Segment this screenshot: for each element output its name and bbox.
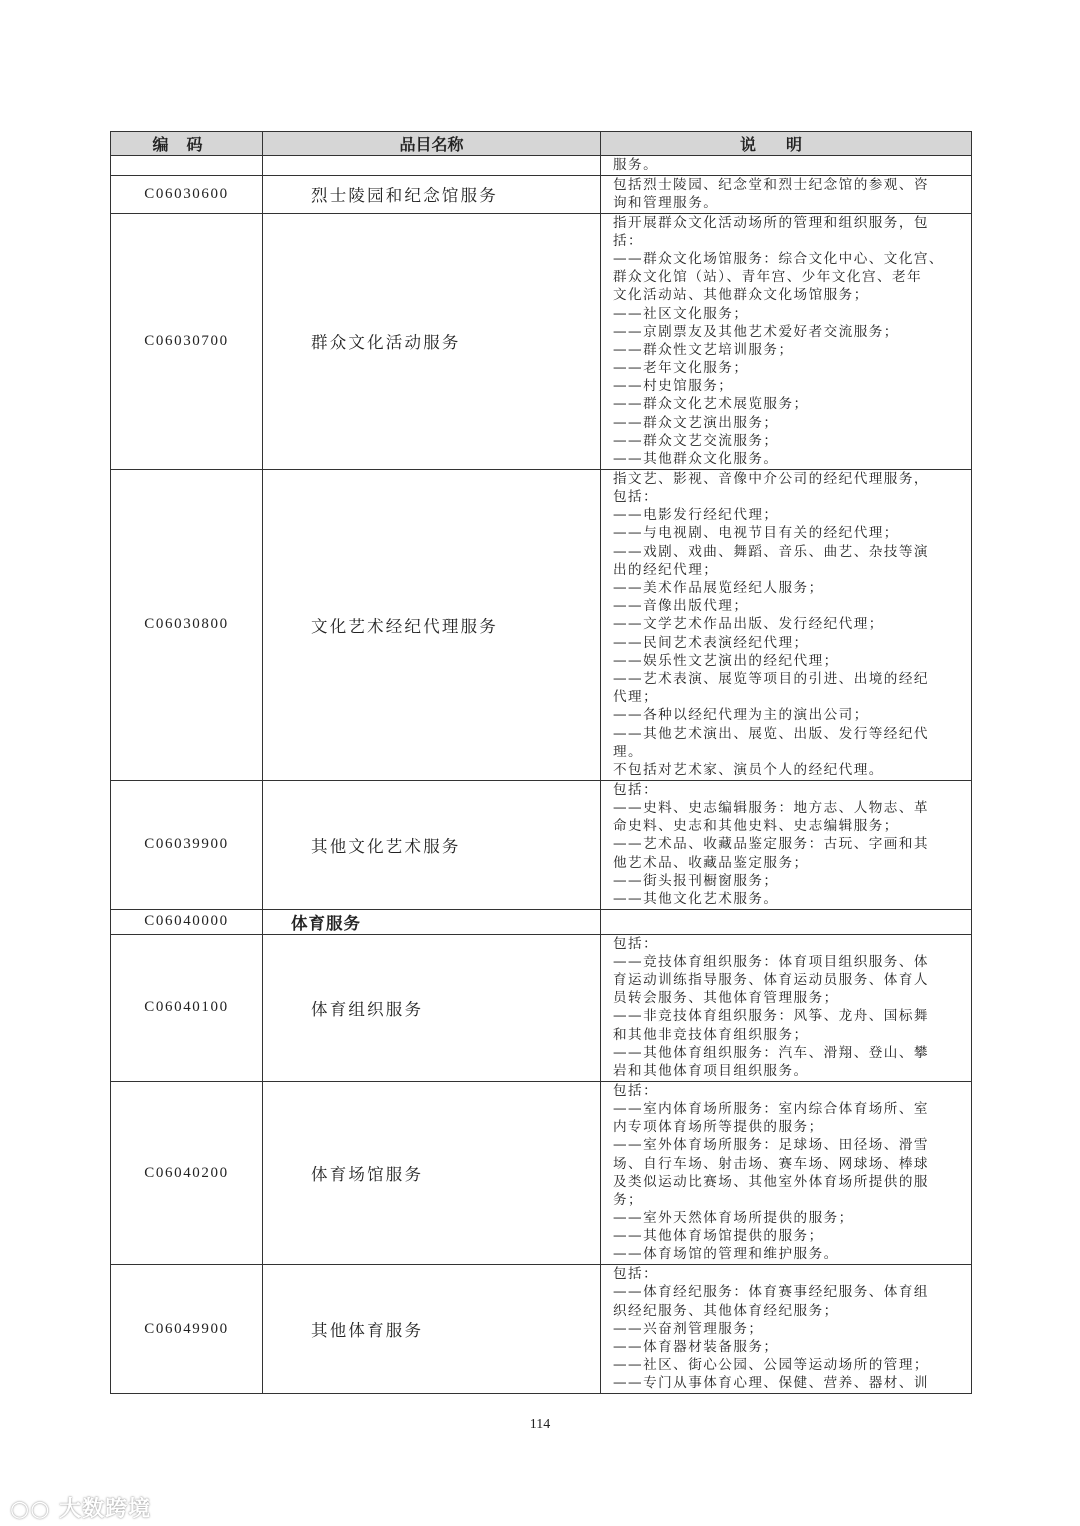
description-line: ——娱乐性文艺演出的经纪代理； xyxy=(613,652,839,669)
description-line: ——各种以经纪代理为主的演出公司； xyxy=(613,707,869,724)
table-header xyxy=(111,132,972,156)
description-line: ——京剧票友及其他艺术爱好者交流服务； xyxy=(613,323,899,340)
description-line: 包括： xyxy=(613,781,659,798)
item-code: C06040000 xyxy=(111,909,263,934)
description-line: ——体育场馆的管理和维护服务。 xyxy=(613,1246,839,1263)
item-description xyxy=(601,909,972,934)
description-line: 他艺术品、收藏品鉴定服务； xyxy=(613,854,809,871)
description-line: ——村史馆服务； xyxy=(613,378,734,395)
item-description xyxy=(601,934,972,1081)
header-name: 品目名称 xyxy=(263,132,601,156)
description-line: ——社区、街心公园、公园等运动场所的管理； xyxy=(613,1357,929,1374)
description-line: 出的经纪代理； xyxy=(613,561,719,578)
description-line: ——其他群众文化服务。 xyxy=(613,451,779,468)
description-line: ——史料、史志编辑服务：地方志、人物志、革 xyxy=(613,799,929,816)
description-line: 场、自行车场、射击场、赛车场、网球场、棒球 xyxy=(613,1155,929,1172)
item-name xyxy=(263,156,601,176)
description-line: ——竞技体育组织服务：体育项目组织服务、体 xyxy=(613,953,929,970)
description-line: 询和管理服务。 xyxy=(613,194,719,211)
description-line: 不包括对艺术家、演员个人的经纪代理。 xyxy=(613,761,884,778)
description-line: 括： xyxy=(613,232,644,249)
description-line: 文化活动站、其他群众文化场馆服务； xyxy=(613,287,869,304)
item-name: 群众文化活动服务 xyxy=(263,213,601,469)
description-line: ——体育经纪服务：体育赛事经纪服务、体育组 xyxy=(613,1284,929,1301)
table-row xyxy=(111,156,972,176)
description-line: 包括烈士陵园、纪念堂和烈士纪念馆的参观、咨 xyxy=(613,176,929,193)
description-line: 育运动训练指导服务、体育运动员服务、体育人 xyxy=(613,972,929,989)
description-line: 命史料、史志和其他史料、史志编辑服务； xyxy=(613,818,899,835)
description-line: 包括： xyxy=(613,1082,659,1099)
description-line: ——艺术品、收藏品鉴定服务：古玩、字画和其 xyxy=(613,836,929,853)
description-line: ——戏剧、戏曲、舞蹈、音乐、曲艺、杂技等演 xyxy=(613,543,929,560)
description-line: 指文艺、影视、音像中介公司的经纪代理服务， xyxy=(613,470,929,487)
description-line: 岩和其他体育项目组织服务。 xyxy=(613,1062,809,1079)
item-description xyxy=(601,156,972,176)
description-line: ——室外体育场所服务：足球场、田径场、滑雪 xyxy=(613,1137,929,1154)
item-description xyxy=(601,780,972,909)
table-row xyxy=(111,934,972,1081)
description-line: ——社区文化服务； xyxy=(613,305,749,322)
item-description xyxy=(601,1081,972,1265)
description-line: ——非竞技体育组织服务：风筝、龙舟、国标舞 xyxy=(613,1008,929,1025)
item-code: C06049900 xyxy=(111,1265,263,1394)
description-line: 群众文化馆（站）、青年宫、少年文化宫、老年 xyxy=(613,269,923,286)
item-description xyxy=(601,1265,972,1394)
header-desc: 说明 xyxy=(601,132,972,156)
watermark-text: 大数跨境 xyxy=(59,1497,152,1522)
description-line: ——艺术表演、展览等项目的引进、出境的经纪 xyxy=(613,670,929,687)
description-line: 代理； xyxy=(613,689,659,706)
description-line: 指开展群众文化活动场所的管理和组织服务，包 xyxy=(613,214,929,231)
description-line: ——专门从事体育心理、保健、营养、器材、训 xyxy=(613,1375,929,1392)
item-name: 体育场馆服务 xyxy=(263,1081,601,1265)
table-row xyxy=(111,1081,972,1265)
item-code: C06040100 xyxy=(111,934,263,1081)
description-line: 织经纪服务、其他体育经纪服务； xyxy=(613,1302,839,1319)
description-line: ——其他体育组织服务：汽车、滑翔、登山、攀 xyxy=(613,1044,929,1061)
item-code: C06030700 xyxy=(111,213,263,469)
item-code xyxy=(111,156,263,176)
description-line: 服务。 xyxy=(613,157,659,173)
description-line: ——老年文化服务； xyxy=(613,360,749,377)
item-name: 其他体育服务 xyxy=(263,1265,601,1394)
table-row xyxy=(111,909,972,934)
description-line: ——兴奋剂管理服务； xyxy=(613,1320,764,1337)
description-line: 理。 xyxy=(613,743,644,760)
description-line: ——群众文化艺术展览服务； xyxy=(613,396,809,413)
description-line: ——其他文化艺术服务。 xyxy=(613,890,779,907)
table-row xyxy=(111,213,972,469)
item-name: 文化艺术经纪代理服务 xyxy=(263,469,601,780)
description-line: 内专项体育场所等提供的服务； xyxy=(613,1119,824,1136)
item-name: 烈士陵园和纪念馆服务 xyxy=(263,175,601,213)
description-line: 及类似运动比赛场、其他室外体育场所提供的服 xyxy=(613,1173,929,1190)
catalog-table xyxy=(110,131,972,1394)
description-line: ——室内体育场所服务：室内综合体育场所、室 xyxy=(613,1100,929,1117)
table-row xyxy=(111,780,972,909)
item-description xyxy=(601,469,972,780)
description-line: ——民间艺术表演经纪代理； xyxy=(613,634,809,651)
description-line: ——其他体育场馆提供的服务； xyxy=(613,1228,824,1245)
table-row xyxy=(111,1265,972,1394)
description-line: 包括： xyxy=(613,935,659,952)
description-line: 包括： xyxy=(613,1266,659,1283)
description-line: ——群众文艺演出服务； xyxy=(613,414,779,431)
description-line: ——群众文化场馆服务：综合文化中心、文化宫、 xyxy=(613,250,944,267)
item-name: 其他文化艺术服务 xyxy=(263,780,601,909)
item-code: C06030600 xyxy=(111,175,263,213)
description-line: ——电影发行经纪代理； xyxy=(613,507,779,524)
item-code: C06030800 xyxy=(111,469,263,780)
description-line: ——体育器材装备服务； xyxy=(613,1339,779,1355)
description-line: 包括： xyxy=(613,489,659,506)
description-line: ——室外天然体育场所提供的服务； xyxy=(613,1210,854,1227)
description-line: ——街头报刊橱窗服务； xyxy=(613,872,779,889)
description-line: ——与电视剧、电视节目有关的经纪代理； xyxy=(613,525,899,542)
description-line: ——群众性文艺培训服务； xyxy=(613,341,794,358)
header-code: 编码 xyxy=(111,132,263,156)
item-name: 体育组织服务 xyxy=(263,934,601,1081)
table-row xyxy=(111,469,972,780)
table-body xyxy=(111,156,972,1394)
description-line: 务； xyxy=(613,1191,644,1208)
description-line: ——文学艺术作品出版、发行经纪代理； xyxy=(613,616,884,633)
item-description xyxy=(601,175,972,213)
item-code: C06039900 xyxy=(111,780,263,909)
item-code: C06040200 xyxy=(111,1081,263,1265)
description-line: ——美术作品展览经纪人服务； xyxy=(613,580,824,596)
page-number: 114 xyxy=(529,1417,551,1432)
watermark-logo: ○○ 大数跨境 xyxy=(10,1497,152,1522)
description-line: 和其他非竞技体育组织服务； xyxy=(613,1026,809,1043)
description-line: ——音像出版代理； xyxy=(613,598,749,615)
item-name: 体育服务 xyxy=(263,909,601,934)
description-line: ——群众文艺交流服务； xyxy=(613,432,779,449)
table-row xyxy=(111,175,972,213)
description-line: 员转会服务、其他体育管理服务； xyxy=(613,990,839,1007)
description-line: ——其他艺术演出、展览、出版、发行等经纪代 xyxy=(613,725,929,742)
item-description xyxy=(601,213,972,469)
